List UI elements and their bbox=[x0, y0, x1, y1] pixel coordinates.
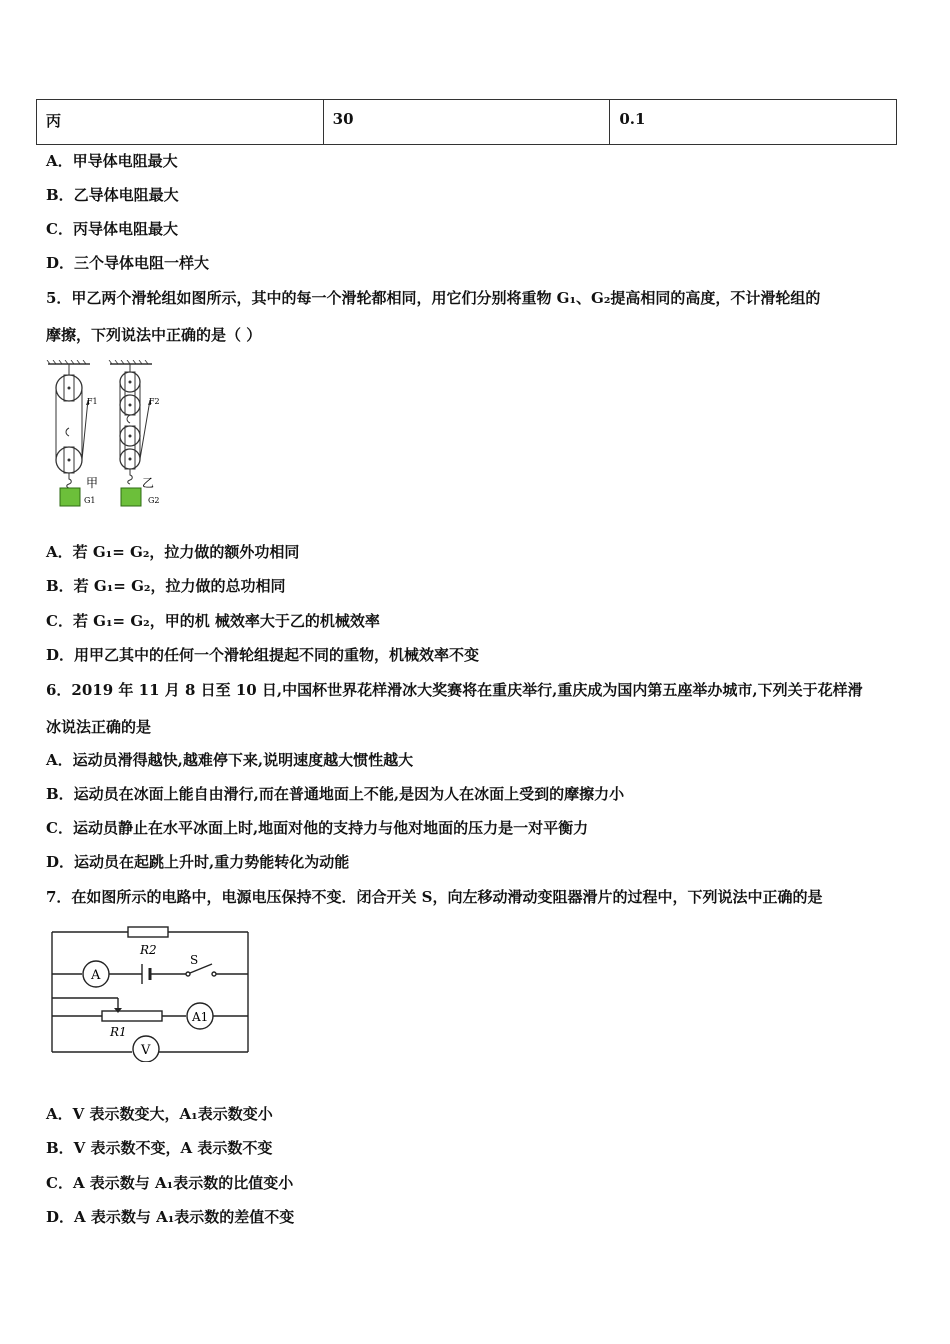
data-table bbox=[36, 99, 897, 145]
q7-stem: 7．在如图所示的电路中，电源电压保持不变．闭合开关 S，向左移动滑动变阻器滑片的过程中，下列说法中正确的是 bbox=[46, 888, 823, 906]
circuit-figure bbox=[44, 922, 254, 1066]
q6-option-b: B．运动员在冰面上能自由滑行,而在普通地面上不能,是因为人在冰面上受到的摩擦力小 bbox=[46, 785, 625, 803]
q6-stem-line2: 冰说法正确的是 bbox=[46, 718, 152, 736]
q4-option-b: B．乙导体电阻最大 bbox=[46, 186, 179, 204]
g1-label: G1 bbox=[84, 496, 96, 505]
q6-option-d: D．运动员在起跳上升时,重力势能转化为动能 bbox=[46, 853, 350, 871]
table-cell: 0.1 bbox=[610, 100, 897, 145]
pulley-figure bbox=[44, 360, 174, 516]
g2-label: G2 bbox=[148, 496, 160, 505]
q5-option-a: A．若 G₁= G₂，拉力做的额外功相同 bbox=[46, 543, 300, 561]
voltmeter-v-label: V bbox=[141, 1043, 151, 1058]
jia-label: 甲 bbox=[86, 476, 99, 490]
q6-stem-line1: 6．2019 年 11 月 8 日至 10 日,中国杯世界花样滑冰大奖赛将在重庆举行,重庆成为国内第五座举办城市,下列关于花样滑 bbox=[46, 681, 863, 699]
q7-option-c: C．A 表示数与 A₁表示数的比值变小 bbox=[46, 1174, 294, 1192]
ammeter-a1-label: A1 bbox=[192, 1010, 209, 1024]
yi-label: 乙 bbox=[142, 476, 155, 490]
q5-option-c: C．若 G₁= G₂，甲的机 械效率大于乙的机械效率 bbox=[46, 612, 380, 630]
f1-label: F1 bbox=[87, 397, 98, 406]
q5-option-d: D．用甲乙其中的任何一个滑轮组提起不同的重物，机械效率不变 bbox=[46, 646, 480, 664]
q6-option-c: C．运动员静止在水平冰面上时,地面对他的支持力与他对地面的压力是一对平衡力 bbox=[46, 819, 589, 837]
q5-stem-line1: 5．甲乙两个滑轮组如图所示，其中的每一个滑轮都相同，用它们分别将重物 G₁、G₂提高相同的高度，不计滑轮组的 bbox=[46, 289, 821, 307]
q7-option-d: D．A 表示数与 A₁表示数的差值不变 bbox=[46, 1208, 295, 1226]
q6-option-a: A．运动员滑得越快,越难停下来,说明速度越大惯性越大 bbox=[46, 751, 414, 769]
switch-s-label: S bbox=[190, 953, 199, 967]
r2-label: R2 bbox=[140, 943, 157, 957]
q7-option-a: A．V 表示数变大，A₁表示数变小 bbox=[46, 1105, 273, 1123]
q4-option-c: C．丙导体电阻最大 bbox=[46, 220, 178, 238]
q7-option-b: B．V 表示数不变，A 表示数不变 bbox=[46, 1139, 273, 1157]
table-cell: 丙 bbox=[37, 100, 324, 145]
table-row bbox=[37, 100, 897, 145]
q4-option-d: D．三个导体电阻一样大 bbox=[46, 254, 210, 272]
r1-label: R1 bbox=[110, 1025, 127, 1039]
q4-option-a: A．甲导体电阻最大 bbox=[46, 152, 178, 170]
q5-option-b: B．若 G₁= G₂，拉力做的总功相同 bbox=[46, 577, 286, 595]
table-cell: 30 bbox=[323, 100, 610, 145]
ammeter-a-label: A bbox=[91, 968, 101, 983]
q5-stem-line2: 摩擦，下列说法中正确的是（ ） bbox=[46, 326, 262, 344]
f2-label: F2 bbox=[149, 397, 160, 406]
